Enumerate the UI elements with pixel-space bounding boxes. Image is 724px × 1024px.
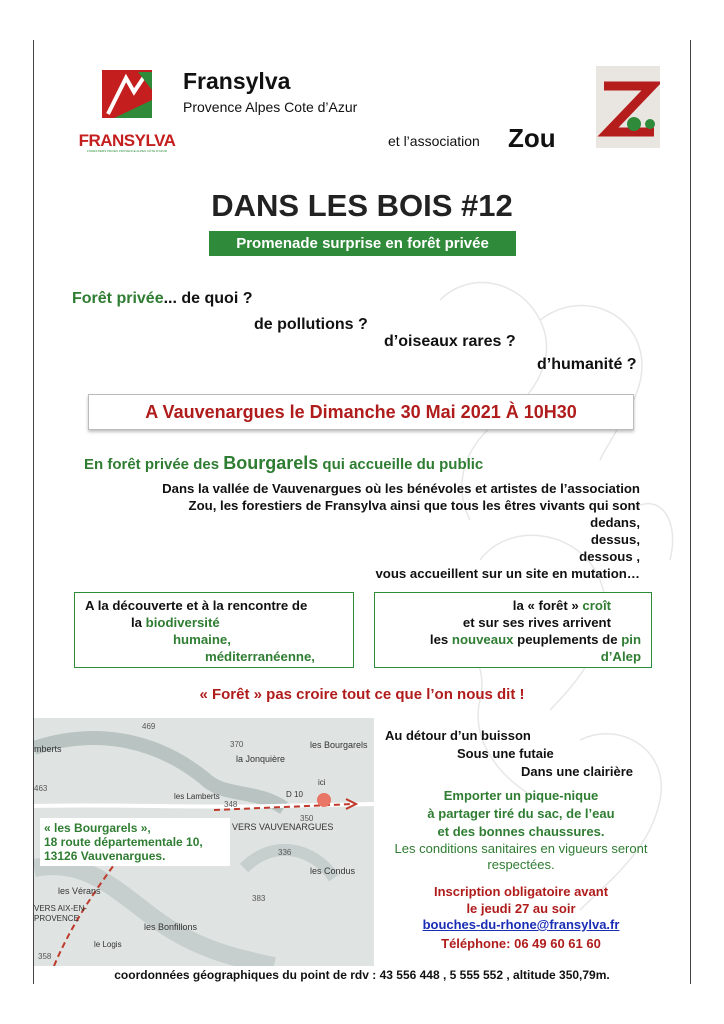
box-right-pin: pin xyxy=(621,632,641,647)
map-label-350: 350 xyxy=(300,814,314,823)
location-heading xyxy=(84,453,483,474)
detour-text xyxy=(385,727,645,781)
box-left-line-1: A la découverte et à la rencontre de xyxy=(85,598,308,613)
picnic-text xyxy=(390,787,652,841)
map-label-vauvenargues: VERS VAUVENARGUES xyxy=(232,822,334,832)
contact-email-link[interactable]: bouches-du-rhone@fransylva.fr xyxy=(422,917,620,932)
question-lead xyxy=(72,290,252,308)
contact-phone: Téléphone: 06 49 60 61 60 xyxy=(441,936,601,951)
box-left-biodiversity: biodiversité xyxy=(145,615,220,630)
map-label-lamberts-2: les Lamberts xyxy=(174,792,220,801)
location-prefix: En forêt privée des xyxy=(84,456,224,473)
picnic-line-2: à partager tiré du sac, de l’eau xyxy=(427,806,615,821)
sanitary-line-2: respectées. xyxy=(487,857,555,872)
map-label-logis: le Logis xyxy=(94,940,122,949)
box-left-line-3: humaine, xyxy=(173,632,231,647)
intro-line-5: dessous , xyxy=(579,549,640,564)
question-humanity: d’humanité ? xyxy=(537,356,637,373)
logo-tagline: FORESTIERS PRIVÉS PROVENCE ALPES CÔTE D'AZUR xyxy=(87,149,167,153)
question-pollutions: de pollutions ? xyxy=(254,316,368,333)
address-line-3: 13126 Vauvenargues. xyxy=(44,849,166,863)
intro-line-1: Dans la vallée de Vauvenargues où les bénévoles et artistes de l’association xyxy=(162,481,640,496)
sanitary-line-1: Les conditions sanitaires en vigueurs seront xyxy=(394,841,648,856)
org-name: Fransylva xyxy=(183,68,291,94)
map-label-370: 370 xyxy=(230,740,244,749)
location-suffix: qui accueille du public xyxy=(318,456,484,473)
registration-line-2: le jeudi 27 au soir xyxy=(466,901,576,916)
intro-paragraph xyxy=(90,480,640,582)
address-line-1: « les Bourgarels », xyxy=(44,821,151,835)
page-title: DANS LES BOIS #12 xyxy=(211,188,513,223)
map-label-bourgarels: les Bourgarels xyxy=(310,740,368,750)
slogan: « Forêt » pas croire tout ce que l’on nous dit ! xyxy=(199,686,525,703)
org-region: Provence Alpes Cote d’Azur xyxy=(183,99,358,115)
registration-text xyxy=(390,883,652,917)
map-label-348: 348 xyxy=(224,800,238,809)
map-label-358: 358 xyxy=(38,952,52,961)
footer-coordinates: coordonnées géographiques du point de rdv : 43 556 448 , 5 555 552 , altitude 350,79m. xyxy=(114,968,610,982)
map-label-d10: D 10 xyxy=(286,790,303,799)
logo-wordmark: FRANSYLVA xyxy=(78,131,176,150)
map-address-box xyxy=(40,818,230,866)
map-label-336: 336 xyxy=(278,848,292,857)
map-label-aix-2: PROVENCE xyxy=(34,914,79,923)
intro-line-4: dessus, xyxy=(590,532,640,547)
box-right-line-2: et sur ses rives arrivent xyxy=(462,615,611,630)
box-left-prefix: la xyxy=(131,615,146,630)
sanitary-text xyxy=(385,841,657,873)
map-label-verans: les Vérans xyxy=(58,886,101,896)
map-label-469: 469 xyxy=(142,722,156,731)
box-right-nouveaux: nouveaux xyxy=(451,632,514,647)
picnic-line-3: et des bonnes chaussures. xyxy=(437,824,605,839)
picnic-line-1: Emporter un pique-nique xyxy=(443,788,599,803)
box-right-alep: d’Alep xyxy=(600,649,641,664)
question-lead-rest: ... de quoi ? xyxy=(163,290,253,307)
map-label-463: 463 xyxy=(34,784,48,793)
box-right-mid: peuplements de xyxy=(513,632,622,647)
fransylva-logo xyxy=(78,70,176,153)
detour-line-2: Sous une futaie xyxy=(457,746,554,761)
map-label-aix-1: VERS AIX-EN- xyxy=(34,904,87,913)
box-right-croit: croît xyxy=(582,598,611,613)
assoc-prefix: et l’association xyxy=(388,133,480,149)
event-banner: A Vauvenargues le Dimanche 30 Mai 2021 À 10H30 xyxy=(88,394,634,430)
registration-line-1: Inscription obligatoire avant xyxy=(433,884,609,899)
zou-logo xyxy=(596,66,660,148)
address-line-2: 18 route départementale 10, xyxy=(44,835,203,849)
map-label-bonfillons: les Bonfillons xyxy=(144,922,198,932)
map-label-ici: ici xyxy=(318,778,326,787)
forest-growth-box xyxy=(374,592,652,668)
location-map xyxy=(34,718,374,966)
map-label-lamberts: mberts xyxy=(34,744,62,754)
intro-line-6: vous accueillent sur un site en mutation… xyxy=(375,566,640,581)
intro-line-2: Zou, les forestiers de Fransylva ainsi que tous les êtres vivants qui sont xyxy=(188,498,640,513)
box-right-les: les xyxy=(429,632,452,647)
map-label-383: 383 xyxy=(252,894,266,903)
detour-line-1: Au détour d’un buisson xyxy=(385,728,531,743)
box-right-prefix: la « forêt » xyxy=(512,598,583,613)
question-lead-green: Forêt privée xyxy=(72,290,164,307)
map-label-condus: les Condus xyxy=(310,866,356,876)
subtitle-banner: Promenade surprise en forêt privée xyxy=(209,231,516,256)
biodiversity-box xyxy=(74,592,354,668)
location-name: Bourgarels xyxy=(223,453,319,473)
assoc-name: Zou xyxy=(508,123,556,153)
detour-line-3: Dans une clairière xyxy=(521,764,633,779)
question-birds: d’oiseaux rares ? xyxy=(384,333,516,350)
box-left-line-4: méditerranéenne, xyxy=(205,649,315,664)
intro-line-3: dedans, xyxy=(590,515,640,530)
map-label-jonquiere: la Jonquière xyxy=(236,754,286,764)
